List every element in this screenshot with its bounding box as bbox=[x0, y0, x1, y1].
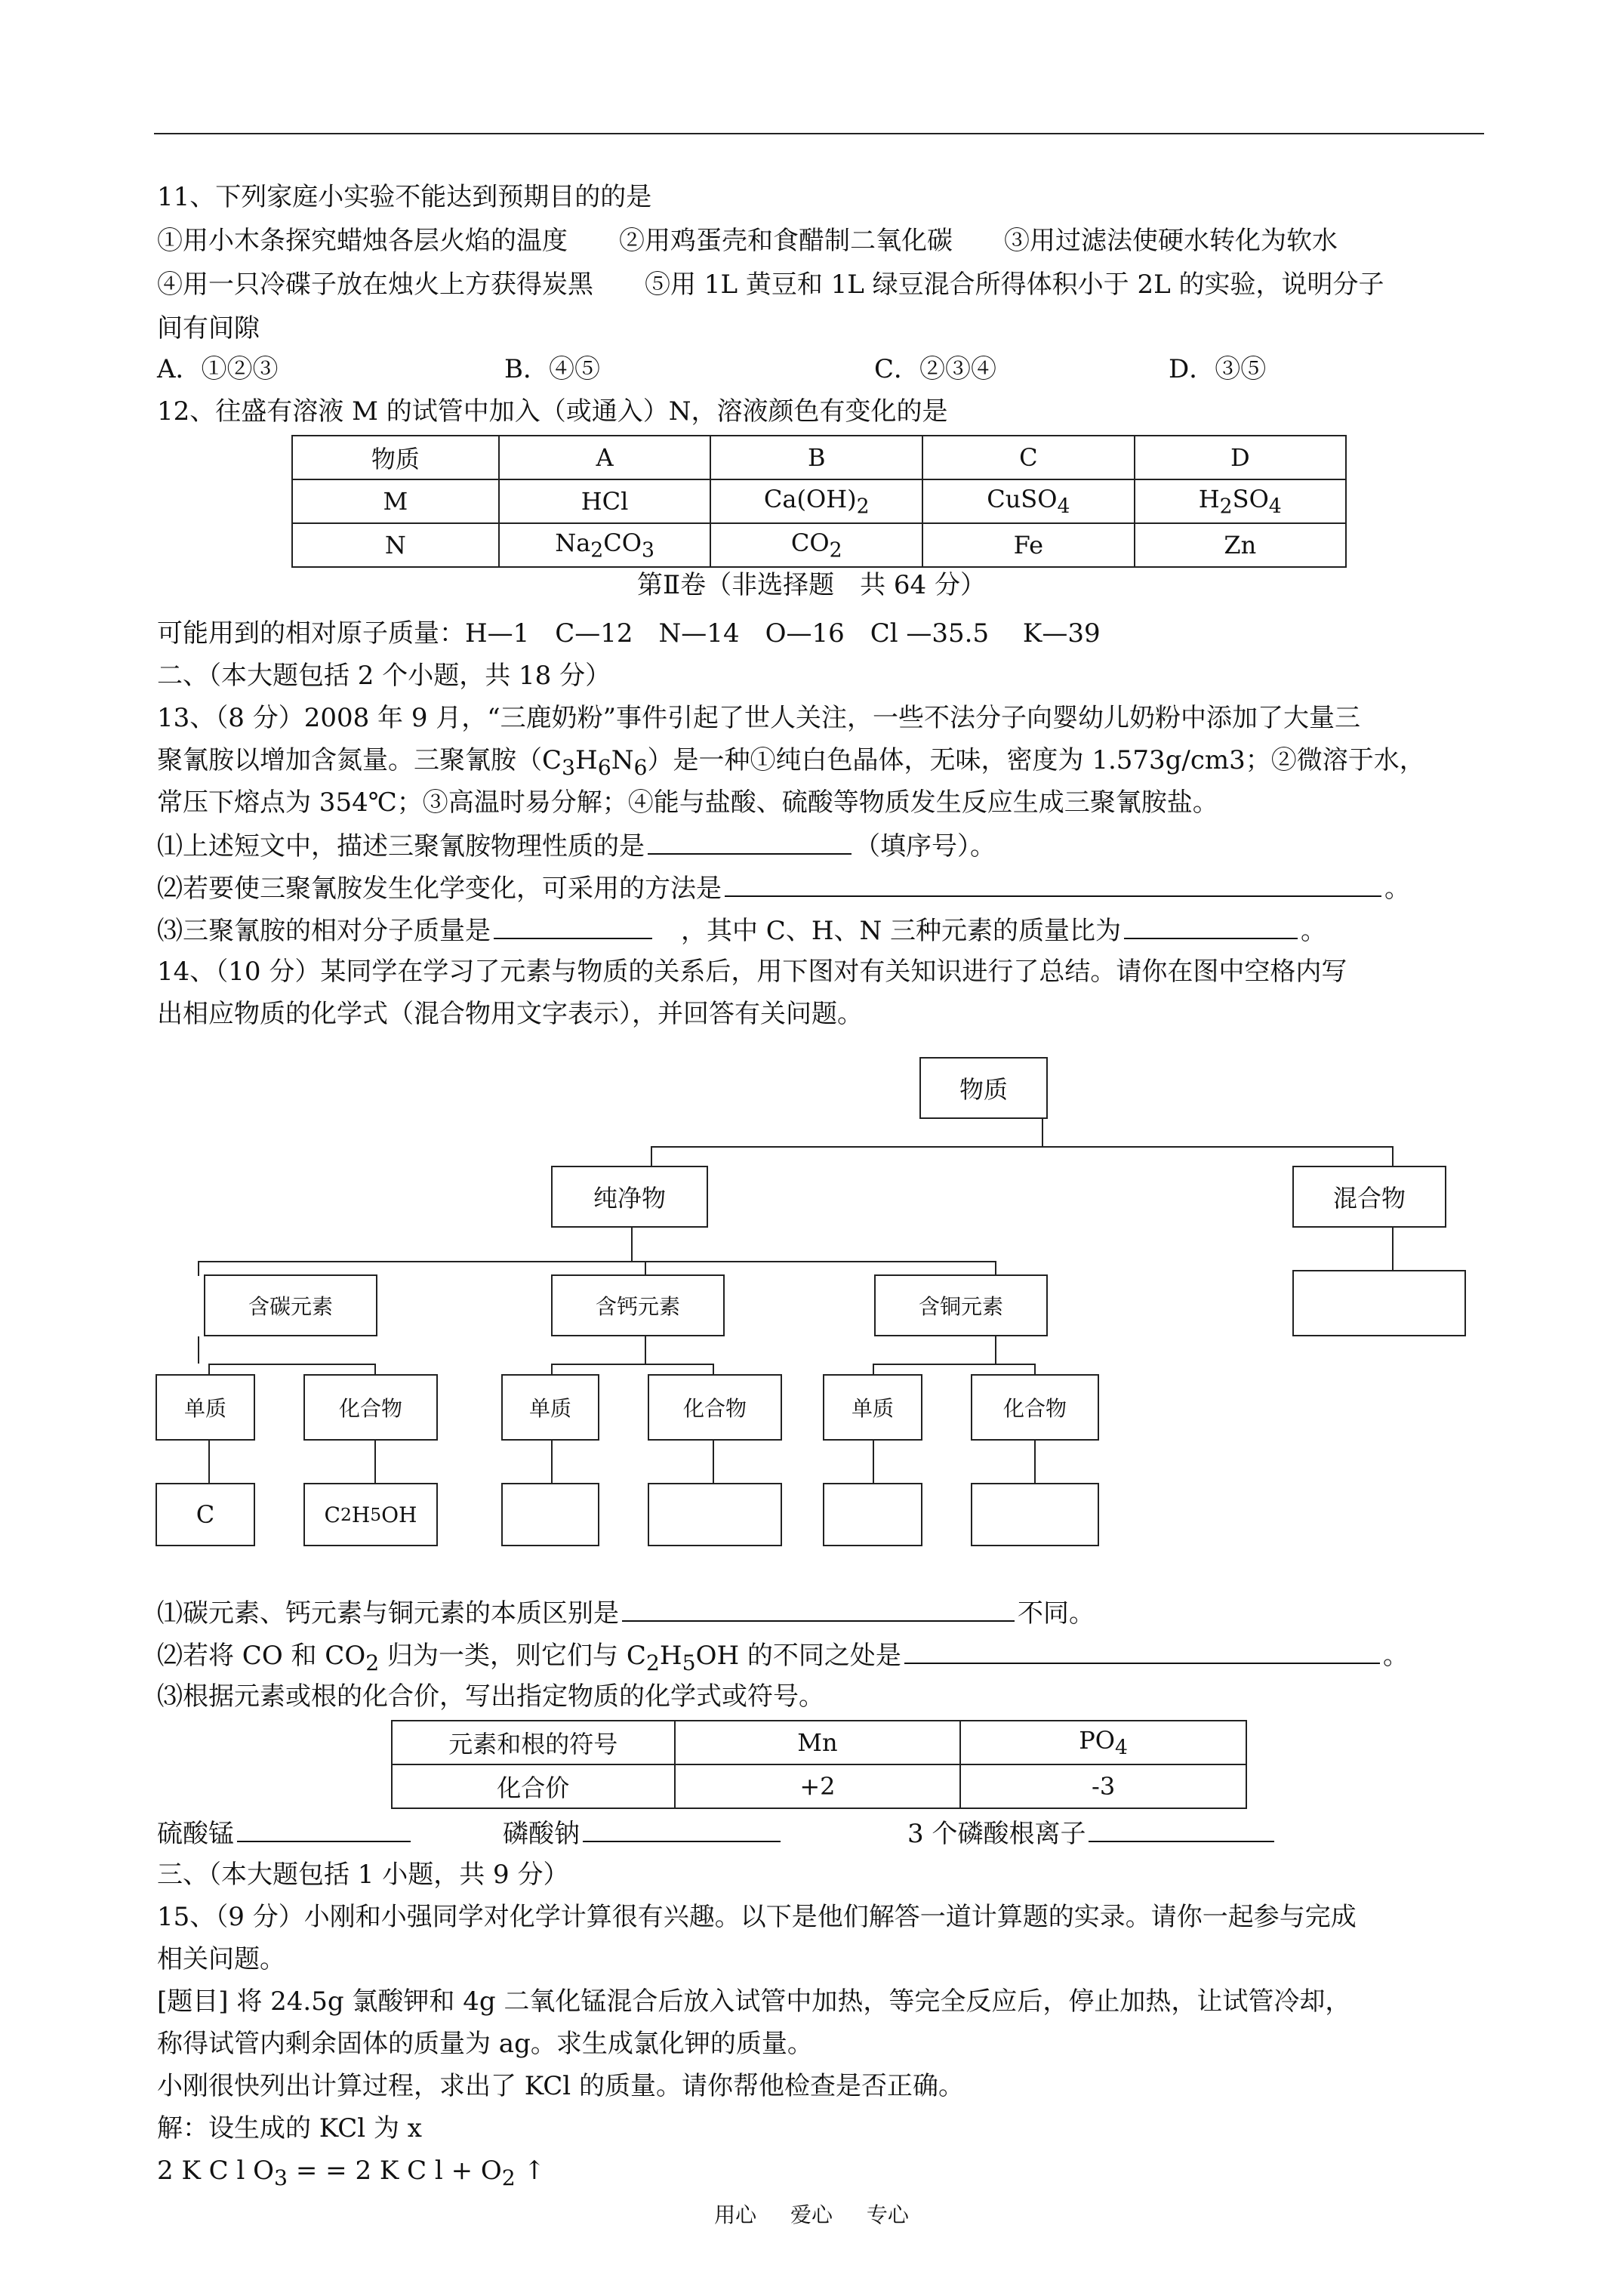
formula-text: PO bbox=[1079, 1725, 1116, 1755]
table-cell bbox=[960, 1721, 1246, 1764]
node-mixture: 混合物 bbox=[1292, 1166, 1446, 1228]
table-cell: Mn bbox=[675, 1721, 961, 1764]
connector bbox=[1042, 1119, 1043, 1146]
node-calcium-compound: 化合物 bbox=[648, 1374, 782, 1441]
subscript: 4 bbox=[1115, 1736, 1128, 1760]
subscript: 5 bbox=[370, 1504, 382, 1525]
carbon-element-answer: C bbox=[156, 1483, 255, 1546]
subscript: 2 bbox=[1219, 495, 1233, 519]
node-contains-calcium: 含钙元素 bbox=[551, 1274, 725, 1336]
atomic-masses: 可能用到的相对原子质量：H—1 C—12 N—14 O—16 Cl —35.5 K—39 bbox=[157, 618, 1101, 649]
answer-blank[interactable] bbox=[725, 870, 1381, 897]
part3-header: 三、（本大题包括 1 小题，共 9 分） bbox=[157, 1860, 569, 1890]
formula-text: Na bbox=[555, 528, 591, 557]
q11-line2: ④用一只冷碟子放在烛火上方获得炭黑 ⑤用 1L 黄豆和 1L 绿豆混合所得体积小于 2L 的实验，说明分子 bbox=[157, 270, 1384, 300]
q11-option-d: D．③⑤ bbox=[1169, 354, 1267, 384]
connector bbox=[551, 1364, 713, 1365]
formula-text: CO bbox=[790, 528, 830, 557]
table-cell: 物质 bbox=[292, 436, 499, 479]
q11-option-b: B．④⑤ bbox=[504, 354, 600, 384]
answer-sodium-phosphate bbox=[503, 1815, 784, 1851]
calcium-compound-answer-box[interactable] bbox=[648, 1483, 782, 1546]
q11-line1: ①用小木条探究蜡烛各层火焰的温度 ②用鸡蛋壳和食醋制二氧化碳 ③用过滤法使硬水转化为软水 bbox=[157, 226, 1338, 256]
q15-line3: [题目] 将 24.5g 氯酸钾和 4g 二氧化锰混合后放入试管中加热，等完全反应后，停止加热，让试管冷却， bbox=[157, 1986, 1351, 2017]
connector bbox=[1034, 1364, 1036, 1374]
connector bbox=[651, 1146, 652, 1166]
q12-table bbox=[291, 435, 1347, 568]
q11-option-a: A．①②③ bbox=[157, 354, 279, 384]
text: H bbox=[659, 1641, 682, 1671]
subscript: 2 bbox=[590, 538, 604, 562]
table-cell: M bbox=[292, 479, 499, 523]
calcium-element-answer-box[interactable] bbox=[501, 1483, 599, 1546]
q15-equation bbox=[157, 2153, 545, 2196]
node-copper-element: 单质 bbox=[823, 1374, 922, 1441]
table-cell: -3 bbox=[960, 1764, 1246, 1808]
connector bbox=[645, 1336, 646, 1364]
text: ⑵若将 CO 和 CO bbox=[157, 1641, 366, 1671]
table-row bbox=[392, 1721, 1246, 1764]
text: ）是一种①纯白色晶体，无味，密度为 1.573g/cm3；②微溶于水， bbox=[647, 745, 1425, 775]
answer-blank[interactable] bbox=[904, 1637, 1380, 1664]
q14-line1: 14、（10 分）某同学在学习了元素与物质的关系后，用下图对有关知识进行了总结。请你在图中空格内写 bbox=[157, 957, 1347, 987]
connector bbox=[713, 1441, 714, 1483]
header-rule bbox=[154, 133, 1484, 134]
answer-phosphate-ions bbox=[907, 1815, 1277, 1851]
table-cell: 化合价 bbox=[392, 1764, 675, 1808]
q14-line2: 出相应物质的化学式（混合物用文字表示），并回答有关问题。 bbox=[157, 999, 863, 1029]
text: 聚氰胺以增加含氮量。三聚氰胺（C bbox=[157, 745, 562, 775]
answer-manganese-sulfate bbox=[157, 1815, 414, 1851]
valence-table bbox=[391, 1720, 1247, 1809]
q15-line2: 相关问题。 bbox=[157, 1944, 285, 1974]
answer-blank[interactable] bbox=[583, 1815, 781, 1842]
q13-sub3 bbox=[157, 912, 1326, 948]
part2-header: 二、（本大题包括 2 个小题，共 18 分） bbox=[157, 661, 611, 691]
subscript: 2 bbox=[829, 538, 842, 562]
table-cell: Fe bbox=[922, 523, 1134, 567]
answer-blank[interactable] bbox=[494, 912, 652, 939]
q15-line6: 解：设生成的 KCl 为 x bbox=[157, 2113, 422, 2143]
text: 3 个磷酸根离子 bbox=[907, 1819, 1086, 1849]
q14-sub1 bbox=[157, 1595, 1095, 1631]
text: ⑶三聚氰胺的相对分子质量是 bbox=[157, 916, 491, 946]
formula-text: = = 2 K C l + O bbox=[288, 2156, 502, 2186]
q15-line5: 小刚很快列出计算过程，求出了 KCl 的质量。请你帮他检查是否正确。 bbox=[157, 2071, 964, 2101]
answer-blank[interactable] bbox=[1089, 1815, 1274, 1842]
text: ，其中 C、H、N 三种元素的质量比为 bbox=[681, 916, 1122, 946]
subscript: 5 bbox=[682, 1650, 696, 1675]
connector bbox=[645, 1261, 646, 1276]
q15-line1: 15、（9 分）小刚和小强同学对化学计算很有兴趣。以下是他们解答一道计算题的实录。请你一起参与完成 bbox=[157, 1902, 1357, 1932]
subscript: 3 bbox=[562, 754, 576, 780]
node-substance: 物质 bbox=[919, 1057, 1048, 1119]
subscript: 2 bbox=[856, 495, 870, 519]
formula-text: SO bbox=[1232, 484, 1269, 513]
text: 。 bbox=[1301, 916, 1327, 946]
text: 。 bbox=[1382, 1641, 1409, 1671]
node-contains-copper: 含铜元素 bbox=[874, 1274, 1048, 1336]
q13-line2 bbox=[157, 743, 1425, 785]
text: ⑴碳元素、钙元素与铜元素的本质区别是 bbox=[157, 1598, 619, 1629]
text: 硫酸锰 bbox=[157, 1819, 234, 1849]
page-footer bbox=[0, 2199, 1623, 2229]
table-row bbox=[292, 523, 1346, 567]
text: N bbox=[611, 745, 634, 775]
formula-text: 2 K C l O bbox=[157, 2156, 275, 2186]
table-cell: +2 bbox=[675, 1764, 961, 1808]
q15-line4: 称得试管内剩余固体的质量为 ag。求生成氯化钾的质量。 bbox=[157, 2029, 813, 2059]
subscript: 6 bbox=[633, 754, 648, 780]
carbon-compound-answer bbox=[303, 1483, 438, 1546]
subscript: 2 bbox=[365, 1650, 380, 1675]
subscript: 2 bbox=[340, 1504, 352, 1525]
text: 归为一类，则它们与 C bbox=[379, 1641, 646, 1671]
connector bbox=[208, 1364, 374, 1365]
q13-line3: 常压下熔点为 354℃；③高温时易分解；④能与盐酸、硫酸等物质发生反应生成三聚氰胺盐。 bbox=[157, 787, 1218, 818]
connector bbox=[995, 1336, 996, 1364]
table-cell: HCl bbox=[499, 479, 711, 523]
connector bbox=[1392, 1228, 1394, 1270]
q12-stem: 12、往盛有溶液 M 的试管中加入（或通入）N，溶液颜色有变化的是 bbox=[157, 396, 948, 427]
connector bbox=[995, 1261, 996, 1276]
table-cell bbox=[710, 479, 922, 523]
q14-sub2 bbox=[157, 1637, 1409, 1681]
formula-text: CuSO bbox=[987, 484, 1058, 513]
q13-sub1 bbox=[157, 827, 996, 864]
text: 不同。 bbox=[1018, 1598, 1095, 1629]
connector bbox=[873, 1364, 874, 1374]
table-cell: C bbox=[922, 436, 1134, 479]
connector bbox=[651, 1146, 1392, 1148]
node-copper-compound: 化合物 bbox=[971, 1374, 1099, 1441]
subscript: 3 bbox=[641, 538, 654, 562]
q13-sub2 bbox=[157, 870, 1410, 906]
footer-text: 爱心 bbox=[790, 2202, 833, 2227]
formula-text: CO bbox=[603, 528, 642, 557]
formula-text: H bbox=[1198, 484, 1220, 513]
section2-title: 第Ⅱ卷（非选择题 共 64 分） bbox=[637, 570, 986, 600]
table-cell: 元素和根的符号 bbox=[392, 1721, 675, 1764]
subscript: 2 bbox=[645, 1650, 660, 1675]
subscript: 2 bbox=[501, 2165, 516, 2190]
connector bbox=[198, 1336, 199, 1364]
formula-text: ↑ bbox=[515, 2156, 546, 2186]
table-cell bbox=[499, 523, 711, 567]
table-row bbox=[392, 1764, 1246, 1808]
connector bbox=[374, 1364, 376, 1374]
table-row bbox=[292, 436, 1346, 479]
connector bbox=[631, 1228, 633, 1261]
footer-text: 专心 bbox=[866, 2202, 909, 2227]
connector bbox=[208, 1441, 210, 1483]
node-carbon-compound: 化合物 bbox=[303, 1374, 438, 1441]
q14-sub3: ⑶根据元素或根的化合价，写出指定物质的化学式或符号。 bbox=[157, 1681, 824, 1712]
text: H bbox=[575, 745, 598, 775]
answer-blank[interactable] bbox=[237, 1815, 411, 1842]
formula-text: C bbox=[324, 1502, 340, 1527]
q13-line1: 13、（8 分）2008 年 9 月，“三鹿奶粉”事件引起了世人关注，一些不法分子向婴幼儿奶粉中添加了大量三 bbox=[157, 703, 1361, 733]
connector bbox=[551, 1441, 553, 1483]
table-cell: A bbox=[499, 436, 711, 479]
table-cell: Zn bbox=[1135, 523, 1346, 567]
text: 。 bbox=[1384, 874, 1410, 904]
q11-stem: 11、下列家庭小实验不能达到预期目的的是 bbox=[157, 182, 652, 212]
connector bbox=[1034, 1441, 1036, 1483]
node-pure-substance: 纯净物 bbox=[551, 1166, 708, 1228]
text: OH 的不同之处是 bbox=[695, 1641, 901, 1671]
answer-blank[interactable] bbox=[648, 827, 852, 855]
q11-option-c: C．②③④ bbox=[874, 354, 997, 384]
connector bbox=[208, 1364, 210, 1374]
answer-blank[interactable] bbox=[1124, 912, 1298, 939]
connector bbox=[198, 1261, 995, 1262]
table-cell bbox=[710, 523, 922, 567]
text: ⑵若要使三聚氰胺发生化学变化，可采用的方法是 bbox=[157, 874, 722, 904]
subscript: 4 bbox=[1057, 495, 1070, 519]
footer-text: 用心 bbox=[714, 2202, 757, 2227]
table-cell: B bbox=[710, 436, 922, 479]
subscript: 6 bbox=[597, 754, 611, 780]
connector bbox=[873, 1441, 874, 1483]
text: ⑴上述短文中，描述三聚氰胺物理性质的是 bbox=[157, 831, 645, 861]
text: 磷酸钠 bbox=[503, 1819, 580, 1849]
q11-line3: 间有间隙 bbox=[157, 313, 260, 344]
copper-compound-answer-box[interactable] bbox=[971, 1483, 1099, 1546]
connector bbox=[374, 1441, 376, 1483]
table-cell bbox=[922, 479, 1134, 523]
table-cell bbox=[1135, 479, 1346, 523]
subscript: 3 bbox=[274, 2165, 288, 2190]
connector bbox=[198, 1261, 199, 1276]
table-row bbox=[292, 479, 1346, 523]
node-calcium-element: 单质 bbox=[501, 1374, 599, 1441]
formula-text: OH bbox=[381, 1502, 417, 1527]
connector bbox=[551, 1364, 553, 1374]
connector bbox=[1392, 1146, 1394, 1166]
mixture-answer-box[interactable] bbox=[1292, 1270, 1466, 1336]
table-cell: N bbox=[292, 523, 499, 567]
answer-blank[interactable] bbox=[622, 1595, 1015, 1622]
connector bbox=[713, 1364, 714, 1374]
formula-text: H bbox=[351, 1502, 371, 1527]
copper-element-answer-box[interactable] bbox=[823, 1483, 922, 1546]
subscript: 4 bbox=[1268, 495, 1282, 519]
connector bbox=[873, 1364, 1034, 1365]
formula-text: Ca(OH) bbox=[763, 484, 857, 513]
node-carbon-element: 单质 bbox=[156, 1374, 255, 1441]
table-cell: D bbox=[1135, 436, 1346, 479]
text: （填序号）。 bbox=[855, 831, 996, 861]
node-contains-carbon: 含碳元素 bbox=[204, 1274, 377, 1336]
